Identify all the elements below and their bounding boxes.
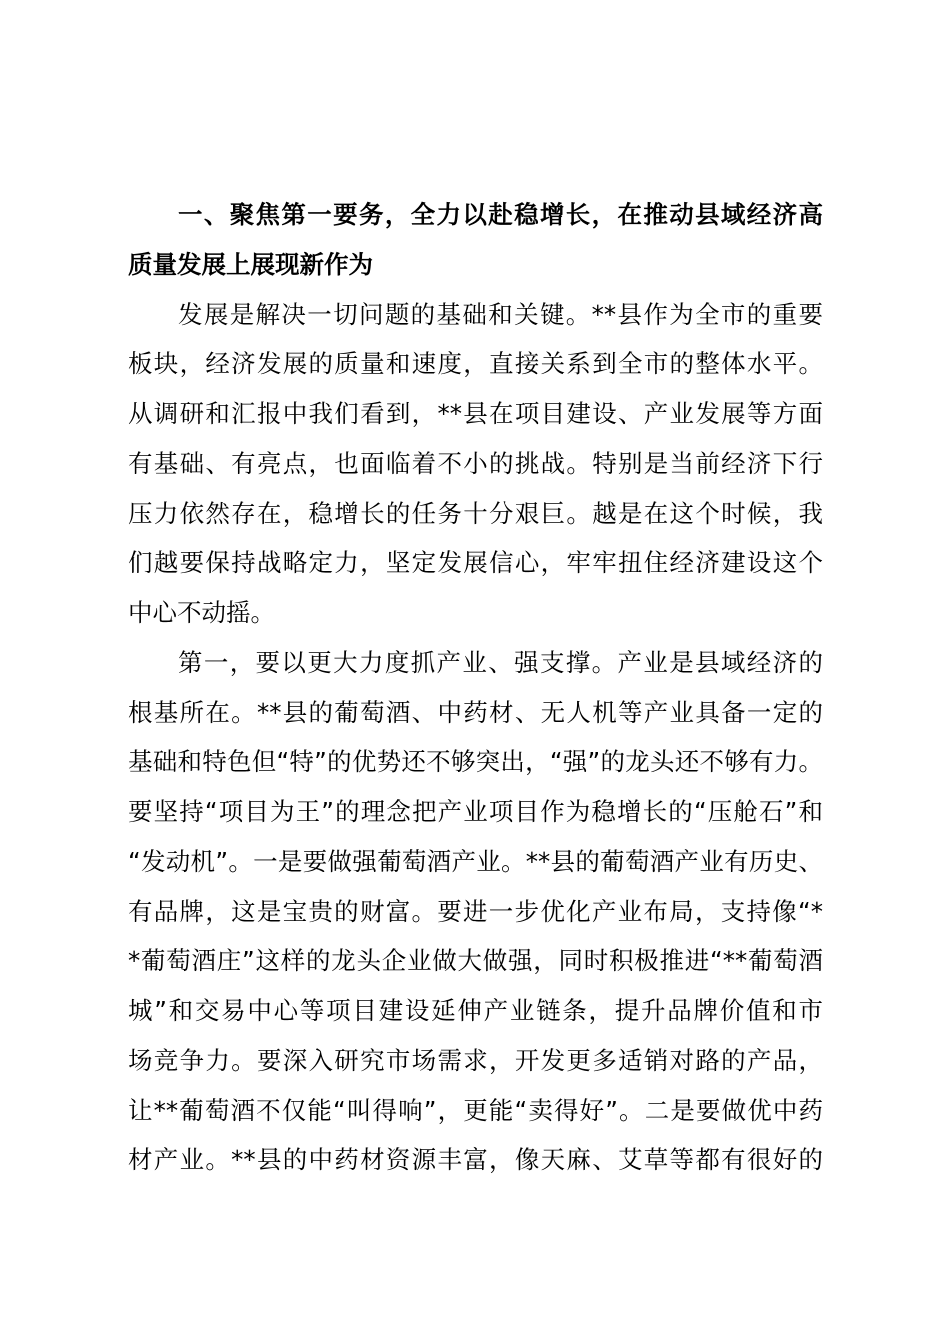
- paragraph-line: 城”和交易中心等项目建设延伸产业链条，提升品牌价值和市: [128, 996, 823, 1025]
- paragraph-line: “发动机”。一是要做强葡萄酒产业。**县的葡萄酒产业有历史、: [128, 846, 823, 876]
- paragraph-line: 从调研和汇报中我们看到，**县在项目建设、产业发展等方面: [128, 399, 823, 428]
- document-body: [128, 190, 823, 1185]
- paragraph-line: 中心不动摇。: [128, 598, 275, 627]
- paragraph-line: 场竞争力。要深入研究市场需求，开发更多适销对路的产品，: [128, 1045, 823, 1075]
- paragraph-line: 让**葡萄酒不仅能“叫得响”，更能“卖得好”。二是要做优中药: [128, 1095, 823, 1125]
- section-heading-line: 一、聚焦第一要务，全力以赴稳增长，在推动县域经济高: [178, 200, 823, 229]
- paragraph-line: 压力依然存在，稳增长的任务十分艰巨。越是在这个时候，我: [128, 498, 823, 528]
- paragraph-line: 有基础、有亮点，也面临着不小的挑战。特别是当前经济下行: [128, 448, 823, 478]
- paragraph-line: 材产业。**县的中药材资源丰富，像天麻、艾草等都有很好的: [128, 1145, 823, 1175]
- paragraph-line: 根基所在。**县的葡萄酒、中药材、无人机等产业具备一定的: [128, 697, 823, 727]
- paragraph-line: 第一，要以更大力度抓产业、强支撑。产业是县域经济的: [178, 647, 823, 677]
- paragraph-line: 有品牌，这是宝贵的财富。要进一步优化产业布局，支持像“*: [128, 896, 823, 926]
- paragraph-line: 们越要保持战略定力，坚定发展信心，牢牢扭住经济建设这个: [128, 548, 823, 578]
- section-heading-line: 质量发展上展现新作为: [128, 249, 373, 279]
- paragraph-line: *葡萄酒庄”这样的龙头企业做大做强，同时积极推进“**葡萄酒: [128, 946, 823, 976]
- paragraph-line: 板块，经济发展的质量和速度，直接关系到全市的整体水平。: [128, 349, 823, 379]
- paragraph-line: 要坚持“项目为王”的理念把产业项目作为稳增长的“压舱石”和: [128, 797, 823, 826]
- paragraph-line: 基础和特色但“特”的优势还不够突出，“强”的龙头还不够有力。: [128, 747, 823, 777]
- paragraph-line: 发展是解决一切问题的基础和关键。**县作为全市的重要: [178, 299, 823, 329]
